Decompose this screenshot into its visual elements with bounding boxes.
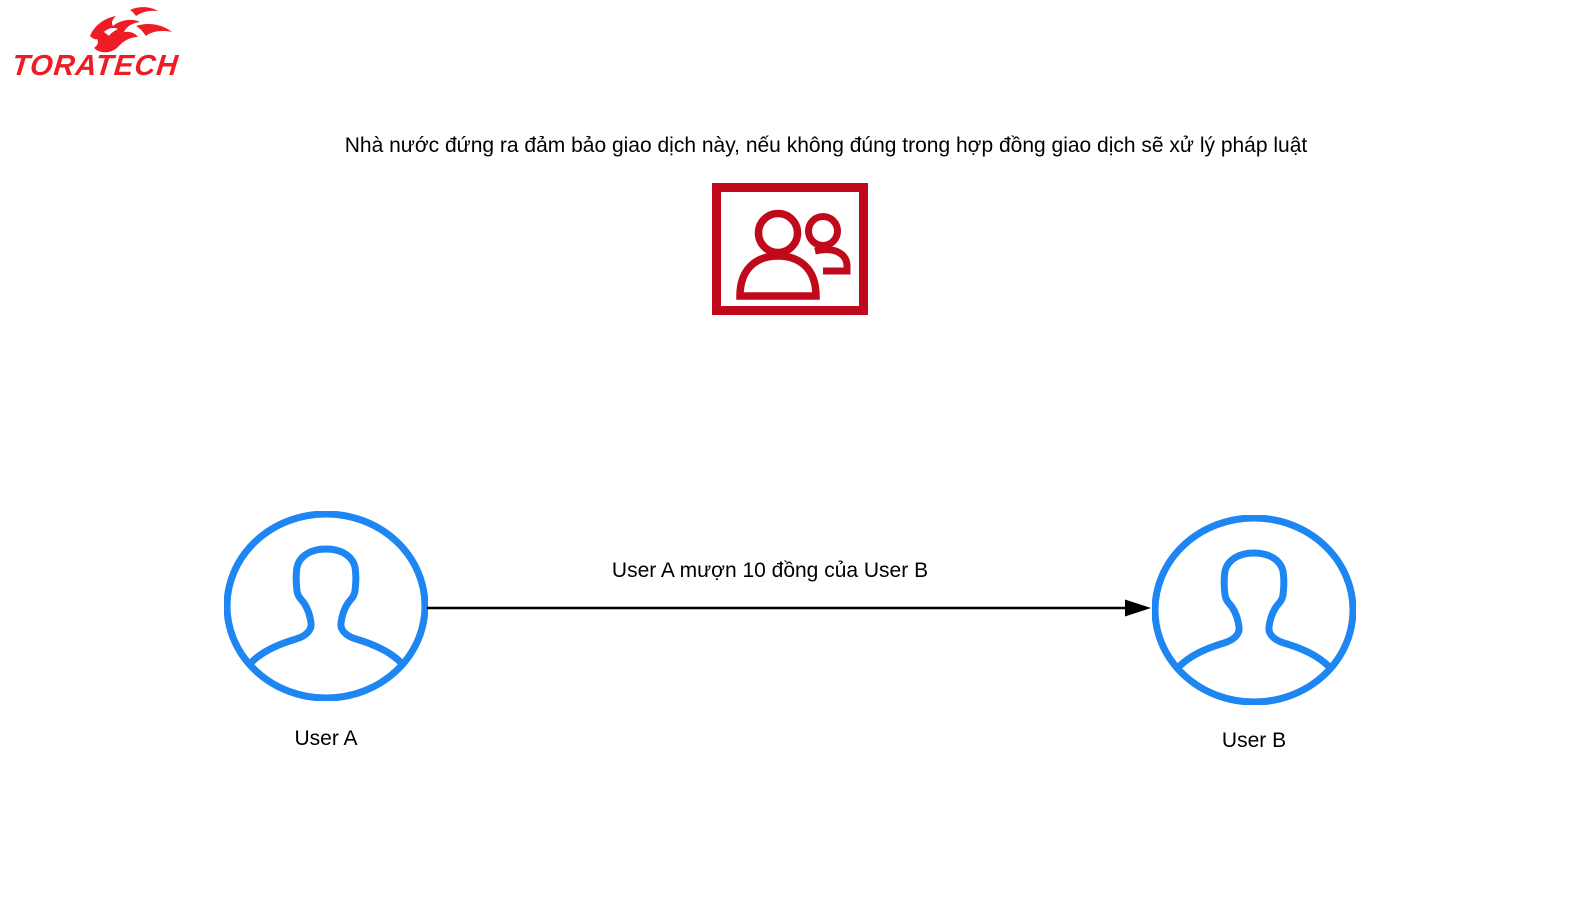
tiger-head-icon (76, 6, 176, 56)
person-avatar-icon (224, 511, 428, 701)
node-label-user-a: User A (294, 727, 358, 750)
person-avatar-icon (1152, 515, 1356, 705)
guarantee-note: Nhà nước đứng ra đảm bảo giao dịch này, nếu không đúng trong hợp đồng giao dịch sẽ xử lý pháp luật (344, 134, 1308, 157)
brand-logo (10, 4, 240, 90)
edge-label: User A mượn 10 đồng của User B (611, 559, 929, 582)
node-label-user-b: User B (1221, 729, 1287, 752)
brand-name: TORATECH (10, 50, 181, 82)
arrow-right-icon (420, 590, 1160, 626)
people-group-icon (712, 183, 868, 315)
